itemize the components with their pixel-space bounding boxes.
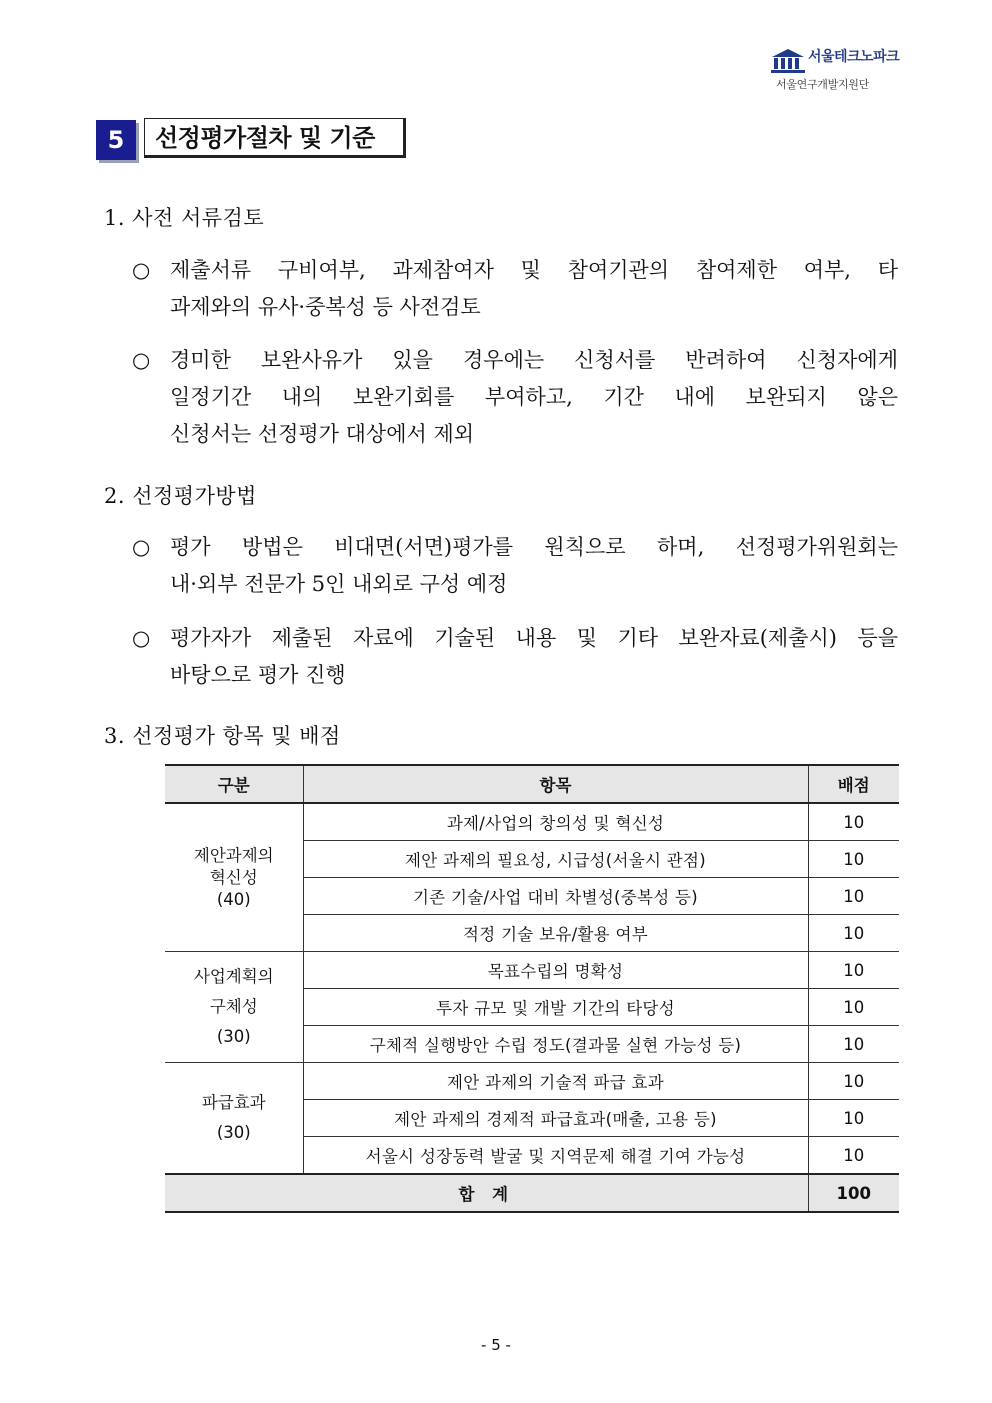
score-cell: 10	[808, 915, 899, 952]
bullet-line: 신청서는 선정평가 대상에서 제외	[170, 422, 475, 446]
bullet-line: 일정기간 내의 보완기회를 부여하고, 기간 내에 보완되지 않은	[170, 385, 898, 409]
seoul-technopark-logo	[770, 44, 900, 96]
bullet-line: 평가자가 제출된 자료에 기술된 내용 및 기타 보완자료(제출시) 등을	[170, 626, 898, 650]
technopark-building-icon	[770, 48, 806, 74]
category-cell	[165, 952, 303, 1063]
table-row	[165, 1063, 899, 1100]
subsection-heading-2: 2. 선정평가방법	[104, 484, 257, 508]
bullet-line: 과제와의 유사·중복성 등 사전검토	[170, 295, 481, 319]
evaluation-criteria-table	[165, 764, 899, 1213]
subsection-heading-1: 1. 사전 서류검토	[104, 206, 265, 230]
circle-bullet-icon: ○	[132, 348, 151, 372]
circle-bullet-icon: ○	[132, 258, 151, 282]
table-header-score: 배점	[808, 765, 899, 803]
total-score: 100	[808, 1174, 899, 1212]
score-cell: 10	[808, 878, 899, 915]
table-header-category: 구분	[165, 765, 303, 803]
table-total-row	[165, 1174, 899, 1212]
section-number-badge: 5	[96, 120, 136, 160]
category-name-line: 파급효과	[201, 1093, 266, 1112]
bullet-line: 내·외부 전문가 5인 내외로 구성 예정	[170, 572, 508, 596]
score-cell: 10	[808, 952, 899, 989]
item-cell: 목표수립의 명확성	[303, 952, 808, 989]
category-cell	[165, 1063, 303, 1175]
score-cell: 10	[808, 1100, 899, 1137]
score-cell: 10	[808, 1063, 899, 1100]
item-cell: 투자 규모 및 개발 기간의 타당성	[303, 989, 808, 1026]
bullet-paragraph	[132, 529, 898, 603]
subsection-heading-3: 3. 선정평가 항목 및 배점	[104, 724, 341, 748]
bullet-line: 경미한 보완사유가 있을 경우에는 신청서를 반려하여 신청자에게	[170, 348, 898, 372]
table-row	[165, 803, 899, 841]
item-cell: 구체적 실행방안 수립 정도(결과물 실현 가능성 등)	[303, 1026, 808, 1063]
category-cell	[165, 803, 303, 952]
category-name-line: 혁신성	[209, 867, 258, 887]
category-points: (40)	[216, 889, 251, 909]
category-name-line: 제안과제의	[193, 845, 274, 865]
category-points: (30)	[216, 1027, 251, 1046]
logo-subtitle: 서울연구개발지원단	[776, 78, 869, 91]
score-cell: 10	[808, 803, 899, 841]
bullet-paragraph	[132, 342, 898, 453]
circle-bullet-icon: ○	[132, 535, 151, 559]
bullet-line: 바탕으로 평가 진행	[170, 663, 346, 687]
table-header-row	[165, 765, 899, 803]
item-cell: 서울시 성장동력 발굴 및 지역문제 해결 기여 가능성	[303, 1137, 808, 1175]
score-cell: 10	[808, 1026, 899, 1063]
item-cell: 기존 기술/사업 대비 차별성(중복성 등)	[303, 878, 808, 915]
item-cell: 제안 과제의 경제적 파급효과(매출, 고용 등)	[303, 1100, 808, 1137]
bullet-line: 평가 방법은 비대면(서면)평가를 원칙으로 하며, 선정평가위원회는	[170, 535, 898, 559]
bullet-paragraph	[132, 252, 898, 326]
item-cell: 적정 기술 보유/활용 여부	[303, 915, 808, 952]
bullet-line: 제출서류 구비여부, 과제참여자 및 참여기관의 참여제한 여부, 타	[170, 258, 898, 282]
circle-bullet-icon: ○	[132, 626, 151, 650]
bullet-paragraph	[132, 620, 898, 694]
item-cell: 과제/사업의 창의성 및 혁신성	[303, 803, 808, 841]
score-cell: 10	[808, 1137, 899, 1175]
category-points: (30)	[216, 1123, 251, 1142]
item-cell: 제안 과제의 기술적 파급 효과	[303, 1063, 808, 1100]
score-cell: 10	[808, 989, 899, 1026]
score-cell: 10	[808, 841, 899, 878]
logo-title: 서울테크노파크	[808, 49, 900, 65]
section-title: 선정평가절차 및 기준	[144, 118, 406, 158]
table-row	[165, 952, 899, 989]
category-name-line: 구체성	[209, 997, 258, 1016]
category-name-line: 사업계획의	[193, 967, 274, 986]
table-header-item: 항목	[303, 765, 808, 803]
item-cell: 제안 과제의 필요성, 시급성(서울시 관점)	[303, 841, 808, 878]
total-label: 합 계	[165, 1174, 808, 1212]
page-number: - 5 -	[481, 1336, 511, 1354]
